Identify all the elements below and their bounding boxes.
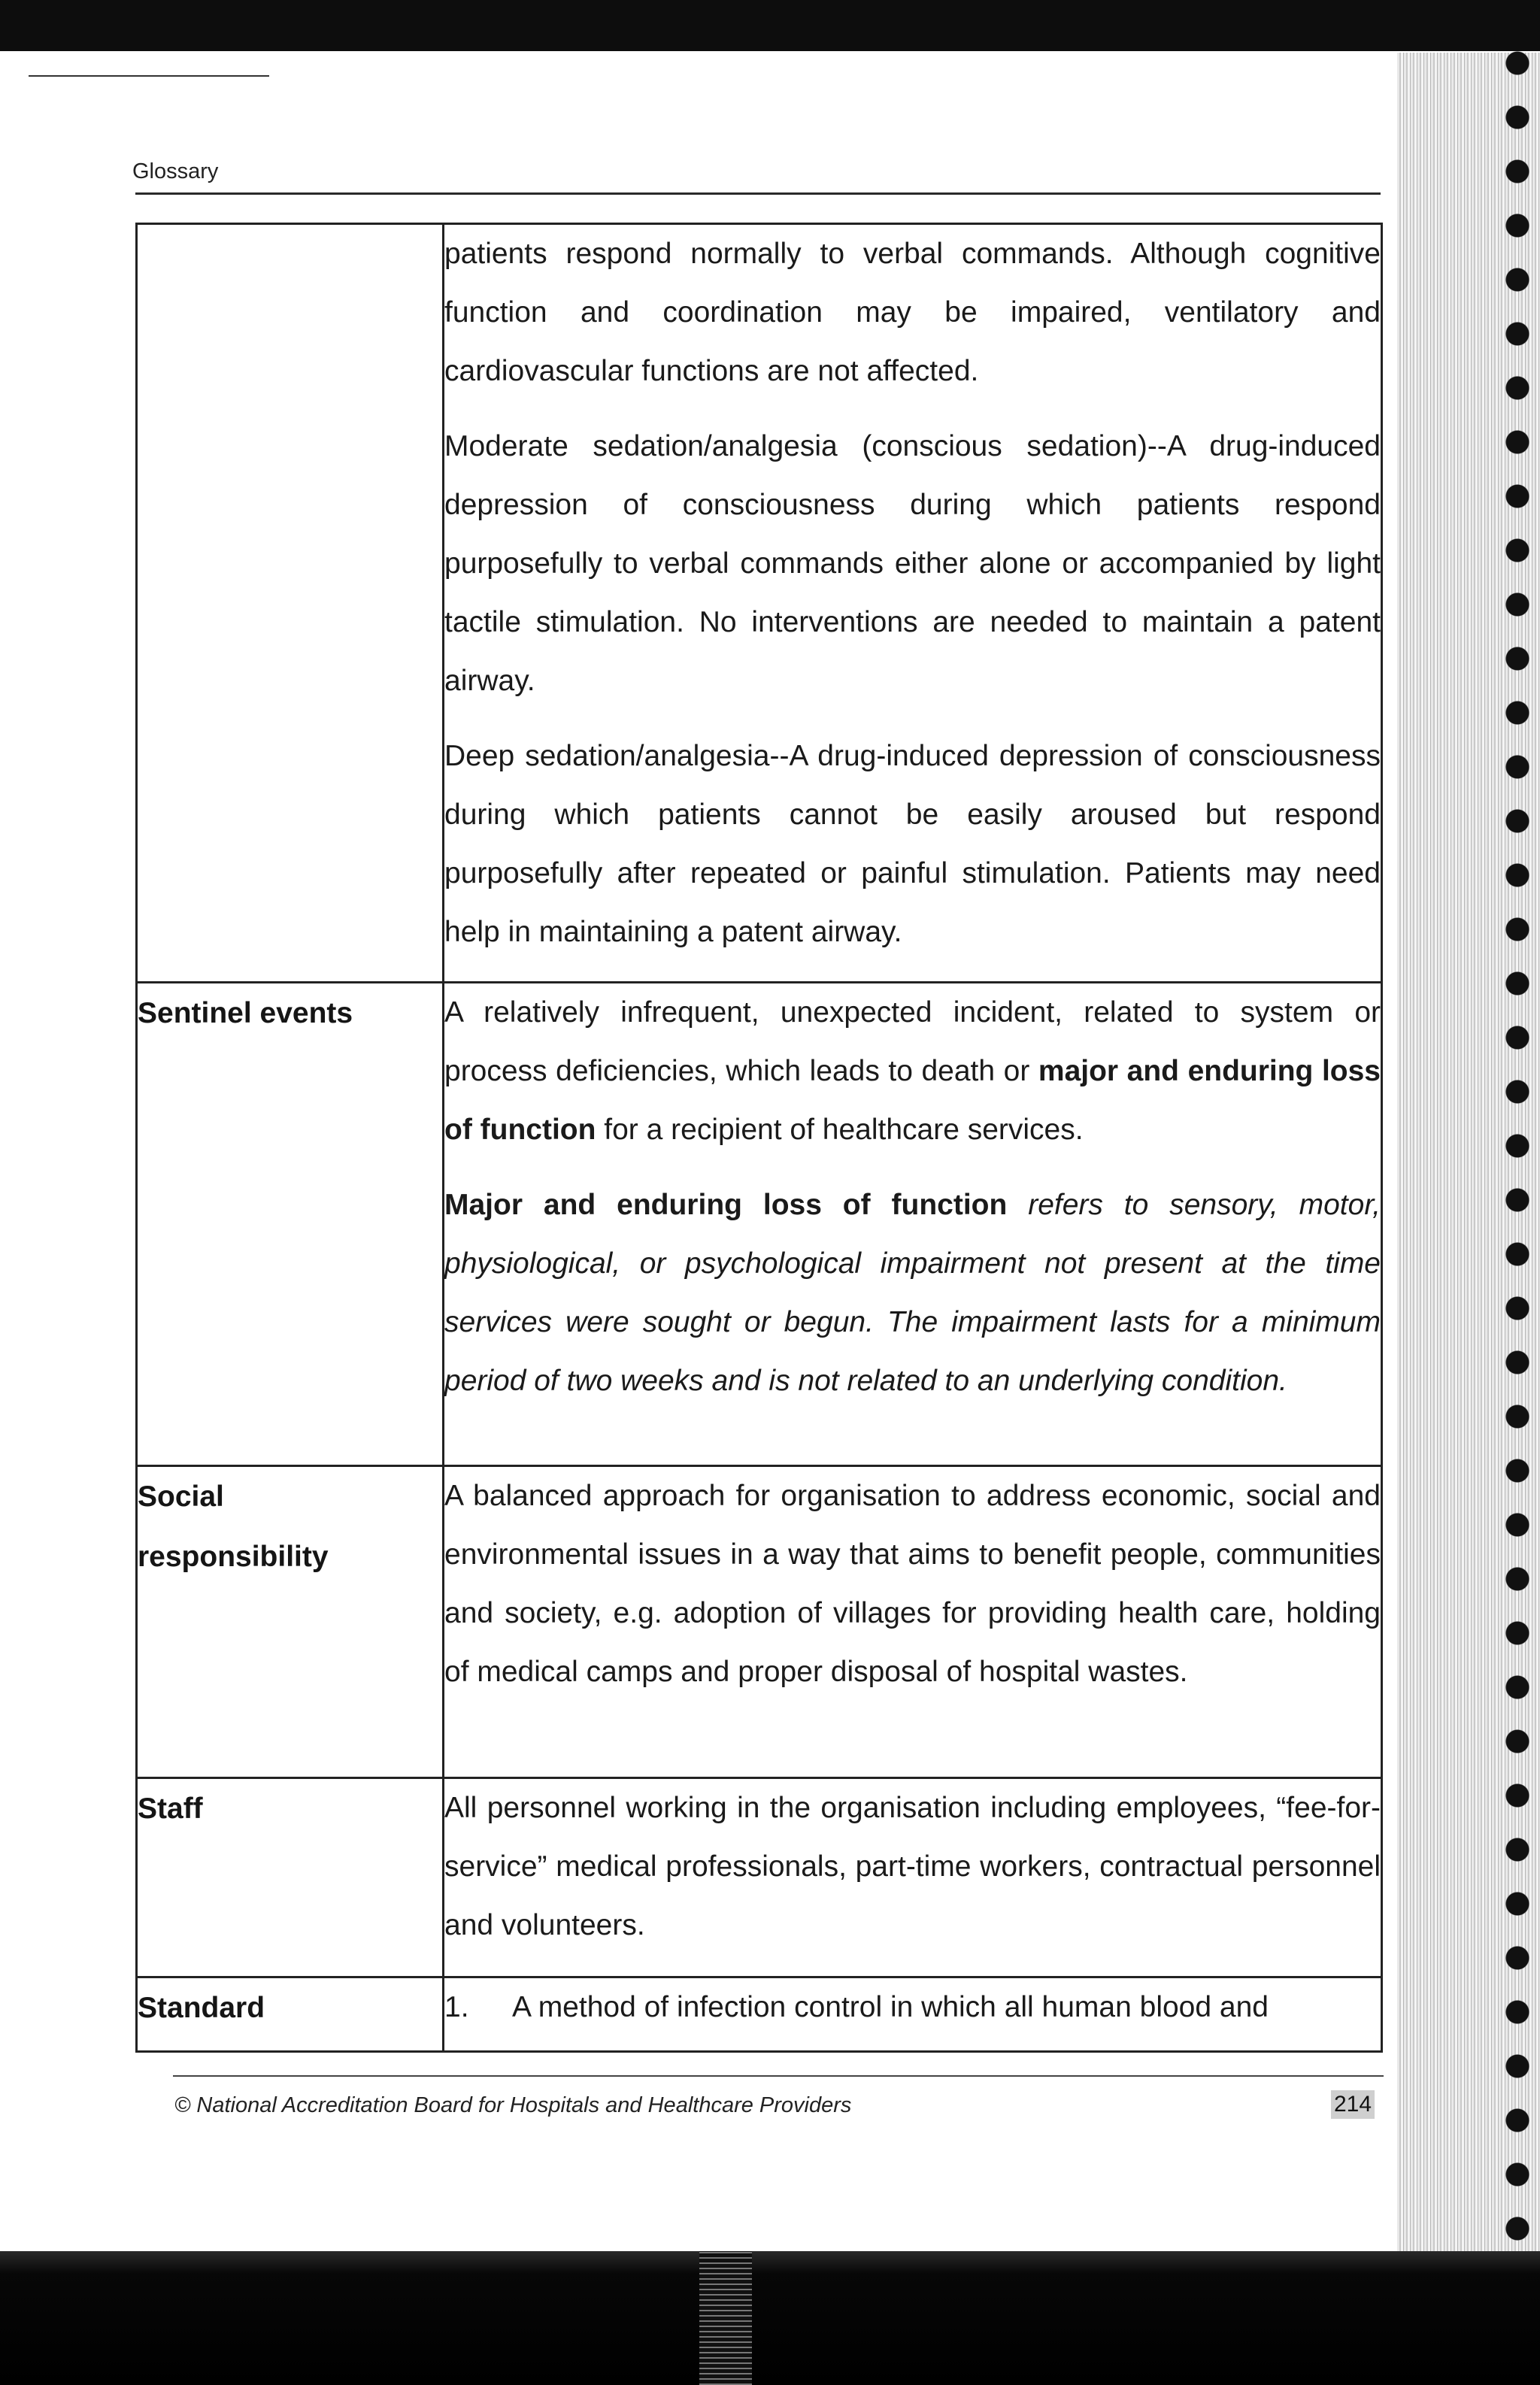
footer-copyright: © National Accreditation Board for Hospitals and Healthcare Providers (174, 2093, 852, 2117)
table-row (137, 1778, 1382, 1977)
table-row (137, 1977, 1382, 2052)
glossary-term: Staff (137, 1778, 444, 1977)
table-row (137, 1466, 1382, 1778)
table-row (137, 224, 1382, 983)
glossary-term: Social responsibility (137, 1466, 444, 1778)
footer-rule (173, 2075, 1384, 2077)
header-rule (135, 192, 1381, 195)
definition-paragraph (444, 1176, 1381, 1411)
glossary-term (137, 224, 444, 983)
definition-paragraph: Moderate sedation/analgesia (conscious sedation)--A drug-induced depression of consciousness during which patients respond purposefully to verbal commands either alone or accompanied by light tactile stimulation. No interventions are needed to maintain a patent airway. (444, 430, 1381, 697)
glossary-table (135, 223, 1383, 2053)
glossary-definition: A balanced approach for organisation to address economic, social and environmental issues in a way that aims to benefit people, communities and society, e.g. adoption of villages for providing health care, holding of medical camps and proper disposal of hospital wastes. (444, 1466, 1382, 1778)
glossary-definition (444, 224, 1382, 983)
definition-paragraph: A relatively infrequent, unexpected incident, related to system or process deficiencies, which leads to death or major and enduring loss of function for a recipient of healthcare services. (444, 996, 1381, 1146)
top-rule (29, 75, 269, 77)
page-header: Glossary (132, 159, 219, 183)
glossary-definition: All personnel working in the organisation including employees, “fee-for-service” medical professionals, part-time workers, contractual personnel and volunteers. (444, 1778, 1382, 1977)
table-row (137, 983, 1382, 1466)
bold-phrase: major and enduring loss of function (444, 1055, 1381, 1146)
binder-holes (1501, 45, 1537, 2346)
scan-top-border (0, 0, 1540, 51)
glossary-definition (444, 983, 1382, 1466)
scan-artifact (699, 2251, 752, 2385)
bold-phrase: Major and enduring loss of function (444, 1189, 1008, 1221)
definition-paragraph: patients respond normally to verbal commands. Although cognitive function and coordination may be impaired, ventilatory and cardiovascular functions are not affected. (444, 238, 1381, 387)
scan-bottom-border (0, 2251, 1540, 2385)
definition-paragraph: Deep sedation/analgesia--A drug-induced depression of consciousness during which patients cannot be easily aroused but respond purposefully after repeated or painful stimulation. Patients may need help in maintaining a patent airway. (444, 740, 1381, 948)
glossary-term: Sentinel events (137, 983, 444, 1466)
glossary-definition: 1. A method of infection control in which all human blood and (444, 1977, 1382, 2052)
list-number: 1. (444, 1991, 469, 2023)
glossary-term: Standard (137, 1977, 444, 2052)
page-number: 214 (1331, 2090, 1375, 2119)
italic-text: refers to sensory, motor, physiological, or psychological impairment not present at the time services were sought or begun. The impairment lasts for a minimum period of two weeks and is not related to an underlying condition. (444, 1189, 1381, 1397)
